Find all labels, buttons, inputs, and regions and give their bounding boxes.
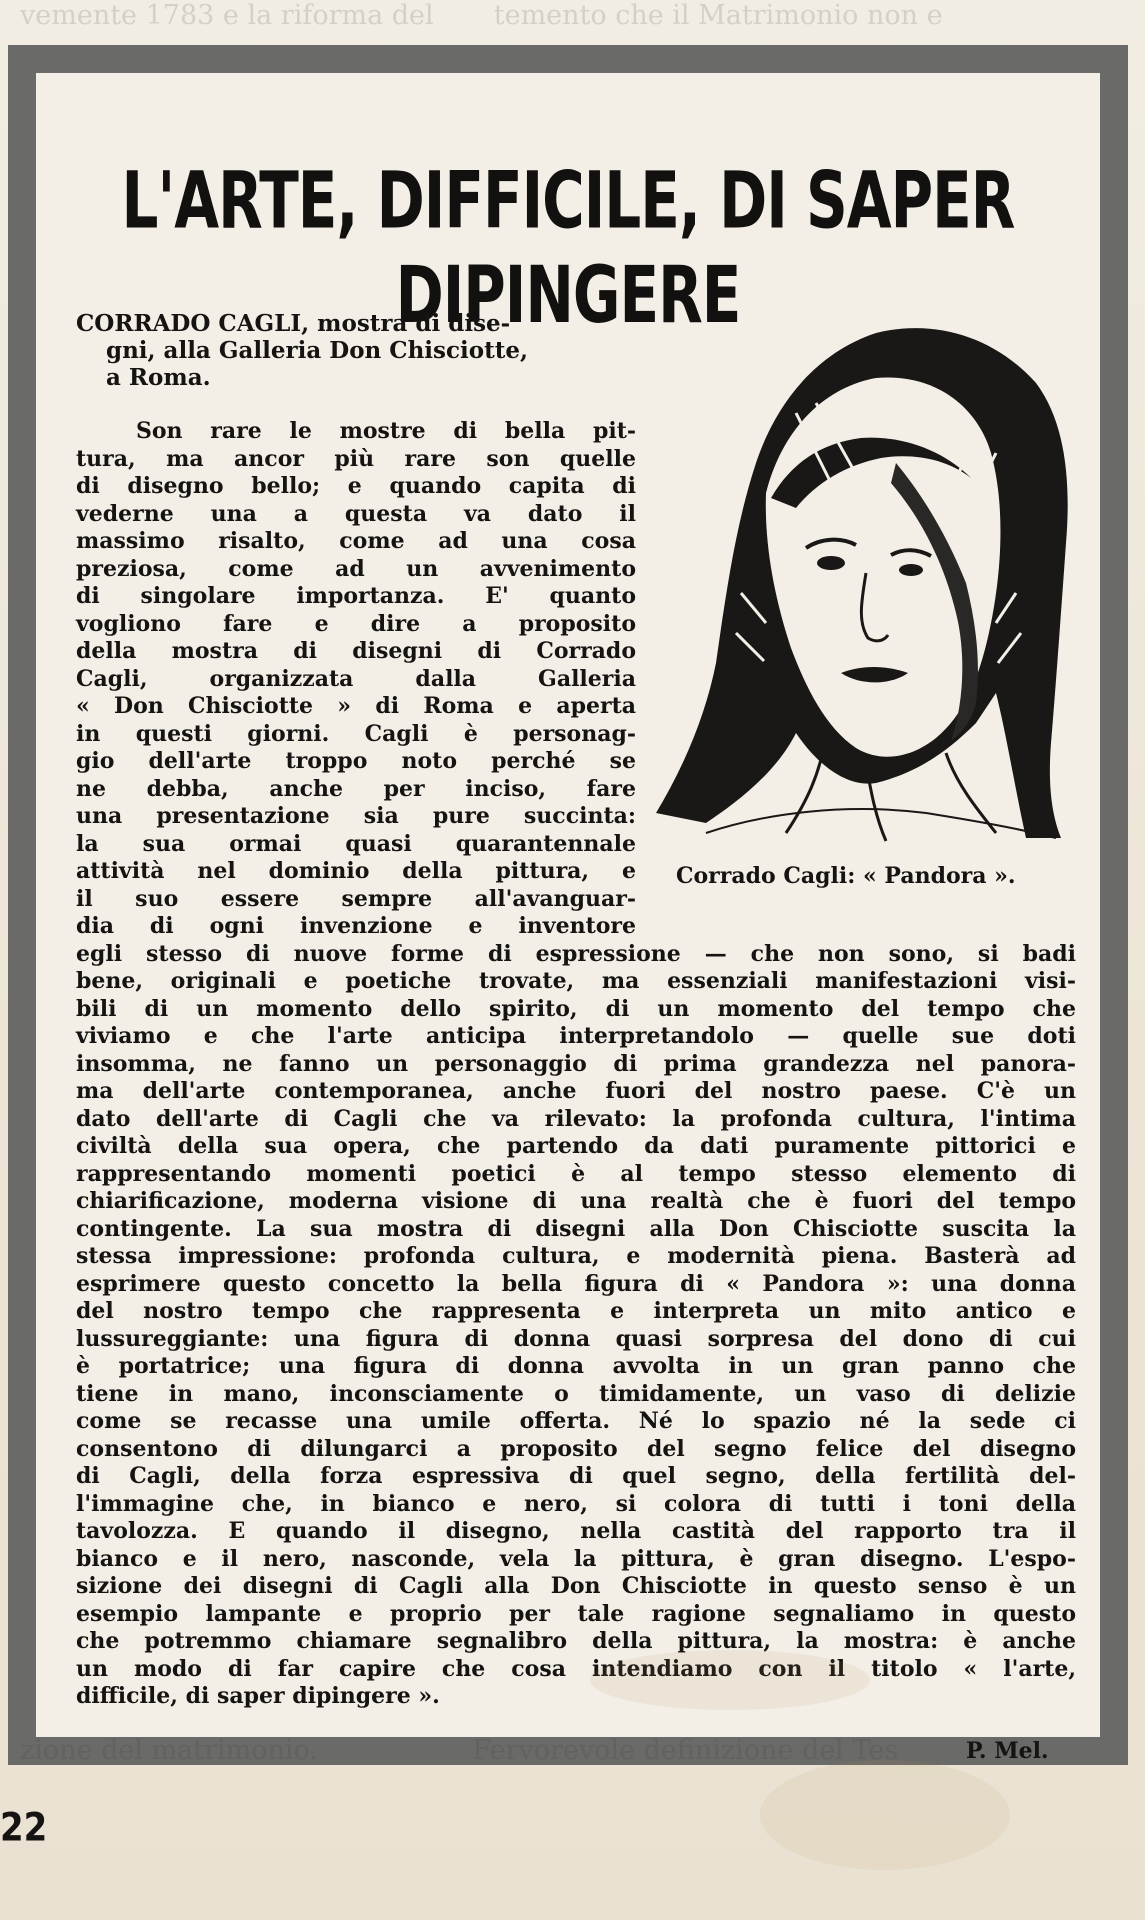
body-line: il suo essere sempre all'avanguar- [76,885,636,912]
body-line: massimo risalto, come ad una cosa [76,528,636,554]
paper-stain [590,1650,870,1710]
body-line: ma dell'arte contemporanea, anche fuori del nostro paese. C'è un [76,1078,1076,1104]
body-line: dato dell'arte di Cagli che va rilevato: la profonda cultura, l'intima [76,1105,1076,1132]
body-line: gio dell'arte troppo noto perché se [76,748,636,774]
body-line: bili di un momento dello spirito, di un momento del tempo che [76,995,1076,1022]
body-line: tavolozza. E quando il disegno, nella castità del rapporto tra il [76,1518,1076,1544]
body-line: vederne una a questa va dato il [76,500,636,527]
body-line: chiarificazione, moderna visione di una realtà che è fuori del tempo [76,1188,1076,1214]
body-line: tiene in mano, inconsciamente o timidamente, un vaso di delizie [76,1380,1076,1407]
body-line: esempio lampante e proprio per tale ragione segnaliamo in questo [76,1600,1076,1627]
body-line: lussureggiante: una figura di donna quasi sorpresa del dono di cui [76,1325,1076,1352]
body-line: Cagli, organizzata dalla Galleria [76,665,636,692]
author-signature: P. Mel. [966,1738,1049,1764]
article-kicker [76,310,636,391]
body-line: consentono di dilungarci a proposito del segno felice del disegno [76,1435,1076,1462]
body-line: « Don Chisciotte » di Roma e aperta [76,693,636,719]
kicker-line: CORRADO CAGLI, mostra di dise- [76,310,511,337]
body-line: dia di ogni invenzione e inventore [76,913,636,939]
body-line: tura, ma ancor più rare son quelle [76,445,636,472]
body-line: un modo di far capire che cosa intendiamo con il titolo « l'arte, [76,1655,1076,1682]
body-line: stessa impressione: profonda cultura, e modernità piena. Basterà ad [76,1243,1076,1269]
body-line: come se recasse una umile offerta. Né lo spazio né la sede ci [76,1408,1076,1434]
body-line: difficile, di saper dipingere ». [76,1683,440,1709]
body-line: preziosa, come ad un avvenimento [76,555,636,582]
body-line: sizione dei disegni di Cagli alla Don Chisciotte in questo senso è un [76,1573,1076,1599]
body-line: viviamo e che l'arte anticipa interpretandolo — quelle sue doti [76,1023,1076,1049]
headline: L'ARTE, DIFFICILE, DI SAPER DIPINGERE [121,154,1015,341]
paper-stain [760,1760,1010,1870]
figure-caption: Corrado Cagli: « Pandora ». [676,863,1016,889]
article-frame [8,45,1128,1765]
body-line: di Cagli, della forza espressiva di quel segno, della fertilità del- [76,1463,1076,1489]
body-line: attività nel dominio della pittura, e [76,858,636,884]
kicker-line: gni, alla Galleria Don Chisciotte, [106,337,528,364]
body-line: civiltà della sua opera, che partendo da dati puramente pittorici e [76,1133,1076,1159]
body-line: rappresentando momenti poetici è al tempo stesso elemento di [76,1160,1076,1187]
pandora-drawing [646,293,1086,853]
body-wide-column [76,941,1076,1711]
body-line: che potremmo chiamare segnalibro della pittura, la mostra: è anche [76,1628,1076,1654]
bleed-through-text-top: vemente 1783 e la riforma del temento che il Matrimonio non e [20,0,943,31]
body-line: Son rare le mostre di bella pit- [136,418,636,444]
body-line: della mostra di disegni di Corrado [76,638,636,664]
body-line: la sua ormai quasi quarantennale [76,830,636,857]
bleed-through-text-bottom: zione del matrimonio. Fervorevole definizione del Tes [20,1735,899,1765]
body-line: bianco e il nero, nasconde, vela la pittura, è gran disegno. L'espo- [76,1545,1076,1572]
body-line: ne debba, anche per inciso, fare [76,775,636,802]
page-number: 22 [0,1805,48,1851]
body-line: in questi giorni. Cagli è personag- [76,720,636,747]
body-line: insomma, ne fanno un personaggio di prima grandezza nel panora- [76,1050,1076,1077]
body-line: contingente. La sua mostra di disegni alla Don Chisciotte suscita la [76,1215,1076,1242]
body-line: è portatrice; una figura di donna avvolta in un gran panno che [76,1353,1076,1379]
kicker-line: a Roma. [106,364,211,391]
body-line: di disegno bello; e quando capita di [76,473,636,499]
body-line: bene, originali e poetiche trovate, ma essenziali manifestazioni visi- [76,968,1076,994]
body-line: esprimere questo concetto la bella figura di « Pandora »: una donna [76,1270,1076,1297]
body-line: vogliono fare e dire a proposito [76,610,636,637]
body-line: egli stesso di nuove forme di espressione — che non sono, si badi [76,940,1076,967]
body-line: di singolare importanza. E' quanto [76,583,636,609]
body-line: l'immagine che, in bianco e nero, si colora di tutti i toni della [76,1490,1076,1517]
body-line: una presentazione sia pure succinta: [76,803,636,829]
body-line: del nostro tempo che rappresenta e interpreta un mito antico e [76,1298,1076,1324]
